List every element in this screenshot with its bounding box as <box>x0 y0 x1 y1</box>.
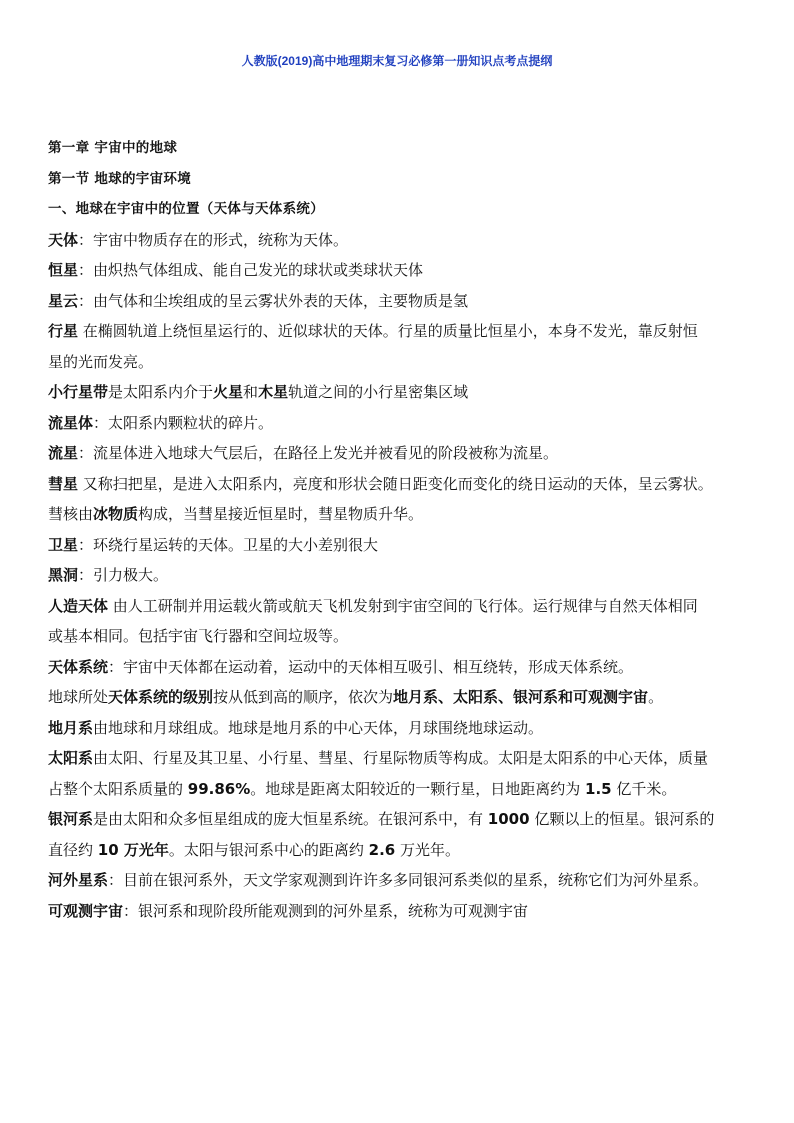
entry-xingxing <box>48 316 748 347</box>
emphasis: 10 万光年 <box>97 840 169 859</box>
entry-xitong <box>48 652 748 683</box>
entry-liuxing <box>48 438 748 469</box>
term: 天体 <box>48 230 79 249</box>
definition: ：引力极大。 <box>78 566 169 584</box>
emphasis: 火星 <box>213 383 244 401</box>
entry-weixing <box>48 530 748 561</box>
emphasis: 2.6 <box>368 840 396 859</box>
term: 小行星带 <box>48 383 109 401</box>
entry-heidong <box>48 560 748 591</box>
text: 构成，当彗星接近恒星时，彗星物质升华。 <box>138 505 424 523</box>
text: 直径约 <box>48 840 98 859</box>
emphasis: 地月系、太阳系、银河系和可观测宇宙 <box>393 688 649 706</box>
text: 轨道之间的小行星密集区域 <box>288 383 469 401</box>
text: 地球所处 <box>48 688 109 706</box>
entry-yinhe <box>48 804 748 835</box>
emphasis: 1.5 <box>585 779 612 798</box>
entry-hengxing <box>48 255 748 286</box>
entry-xiaoxingxing <box>48 377 748 408</box>
definition: ：宇宙中物质存在的形式，统称为天体。 <box>78 230 349 249</box>
term: 恒星 <box>48 261 79 279</box>
text: 彗核由 <box>48 505 94 523</box>
chapter-heading: 第一章 宇宙中的地球 <box>48 140 178 156</box>
term: 卫星 <box>48 535 79 554</box>
text: 和 <box>243 383 259 401</box>
topic-heading: 一、地球在宇宙中的位置（天体与天体系统） <box>48 201 324 217</box>
entry-liuxingti <box>48 408 748 439</box>
definition: ：流星体进入地球大气层后，在路径上发光并被看见的阶段被称为流星。 <box>78 444 559 462</box>
definition: 由人工研制并用运载火箭或航天飞机发射到宇宙空间的飞行体。运行规律与自然天体相同 <box>108 596 698 615</box>
entry-taiyang <box>48 743 748 774</box>
entry-yinhe-cont <box>48 835 748 866</box>
emphasis: 天体系统的级别 <box>108 688 214 706</box>
text: 万光年。 <box>395 840 461 859</box>
entry-renzao-cont <box>48 621 748 652</box>
entry-jibie <box>48 682 748 713</box>
entry-xingyun <box>48 286 748 317</box>
text: 。地球是距离太阳较近的一颗行星，日地距离约为 <box>250 779 586 798</box>
term: 河外星系 <box>48 871 109 889</box>
term: 流星体 <box>48 413 94 432</box>
definition: ：太阳系内颗粒状的碎片。 <box>93 413 274 432</box>
emphasis: 1000 <box>487 810 530 828</box>
definition: 星的光而发亮。 <box>48 352 154 371</box>
emphasis: 木星 <box>258 383 289 401</box>
text: 按从低到高的顺序，依次为 <box>213 688 394 706</box>
term: 天体系统 <box>48 657 109 676</box>
definition: ：目前在银河系外，天文学家观测到许许多多同银河系类似的星系，统称它们为河外星系。 <box>108 871 709 889</box>
text: 。太阳与银河系中心的距离约 <box>168 840 369 859</box>
term: 地月系 <box>48 718 94 737</box>
text: 占整个太阳系质量的 <box>48 779 188 798</box>
text: 是太阳系内介于 <box>108 383 214 401</box>
entry-tianti <box>48 225 748 256</box>
definition: ：宇宙中天体都在运动着，运动中的天体相互吸引、相互绕转，形成天体系统。 <box>108 657 634 676</box>
text: 是由太阳和众多恒星组成的庞大恒星系统。在银河系中，有 <box>93 810 488 828</box>
term: 星云 <box>48 291 79 310</box>
document-body <box>48 133 748 926</box>
document-title: 人教版(2019)高中地理期末复习必修第一册知识点考点提纲 <box>241 54 553 68</box>
term: 流星 <box>48 444 79 462</box>
section-heading: 第一节 地球的宇宙环境 <box>48 170 191 187</box>
definition: ：环绕行星运转的天体。卫星的大小差别很大 <box>78 535 379 554</box>
term: 黑洞 <box>48 566 79 584</box>
emphasis: 冰物质 <box>93 505 139 523</box>
term: 行星 <box>48 322 79 340</box>
entry-huixing <box>48 469 748 500</box>
entry-xingxing-cont <box>48 347 748 378</box>
term: 彗星 <box>48 474 79 493</box>
entry-huixing-cont <box>48 499 748 530</box>
entry-renzao <box>48 591 748 622</box>
definition: 在椭圆轨道上绕恒星运行的、近似球状的天体。行星的质量比恒星小，本身不发光，靠反射恒 <box>78 322 698 340</box>
emphasis: 99.86% <box>187 779 251 798</box>
term: 可观测宇宙 <box>48 901 124 920</box>
text: 亿千米。 <box>611 779 677 798</box>
text: 亿颗以上的恒星。银河系的 <box>529 810 715 828</box>
definition: ：由炽热气体组成、能自己发光的球状或类球状天体 <box>78 261 424 279</box>
term: 太阳系 <box>48 749 94 767</box>
text: 。 <box>648 688 664 706</box>
term: 人造天体 <box>48 596 109 615</box>
definition: 由地球和月球组成。地球是地月系的中心天体，月球围绕地球运动。 <box>93 718 544 737</box>
entry-hewai <box>48 865 748 896</box>
term: 银河系 <box>48 810 94 828</box>
entry-diyue <box>48 713 748 744</box>
definition: 或基本相同。包括宇宙飞行器和空间垃圾等。 <box>48 627 349 645</box>
entry-taiyang-cont <box>48 774 748 805</box>
definition: 又称扫把星，是进入太阳系内，亮度和形状会随日距变化而变化的绕日运动的天体，呈云雾状。 <box>78 474 713 493</box>
definition: ：由气体和尘埃组成的呈云雾状外表的天体，主要物质是氢 <box>78 291 469 310</box>
entry-guance <box>48 896 748 927</box>
definition: ：银河系和现阶段所能观测到的河外星系，统称为可观测宇宙 <box>123 901 529 920</box>
definition: 由太阳、行星及其卫星、小行星、彗星、行星际物质等构成。太阳是太阳系的中心天体，质量 <box>93 749 709 767</box>
